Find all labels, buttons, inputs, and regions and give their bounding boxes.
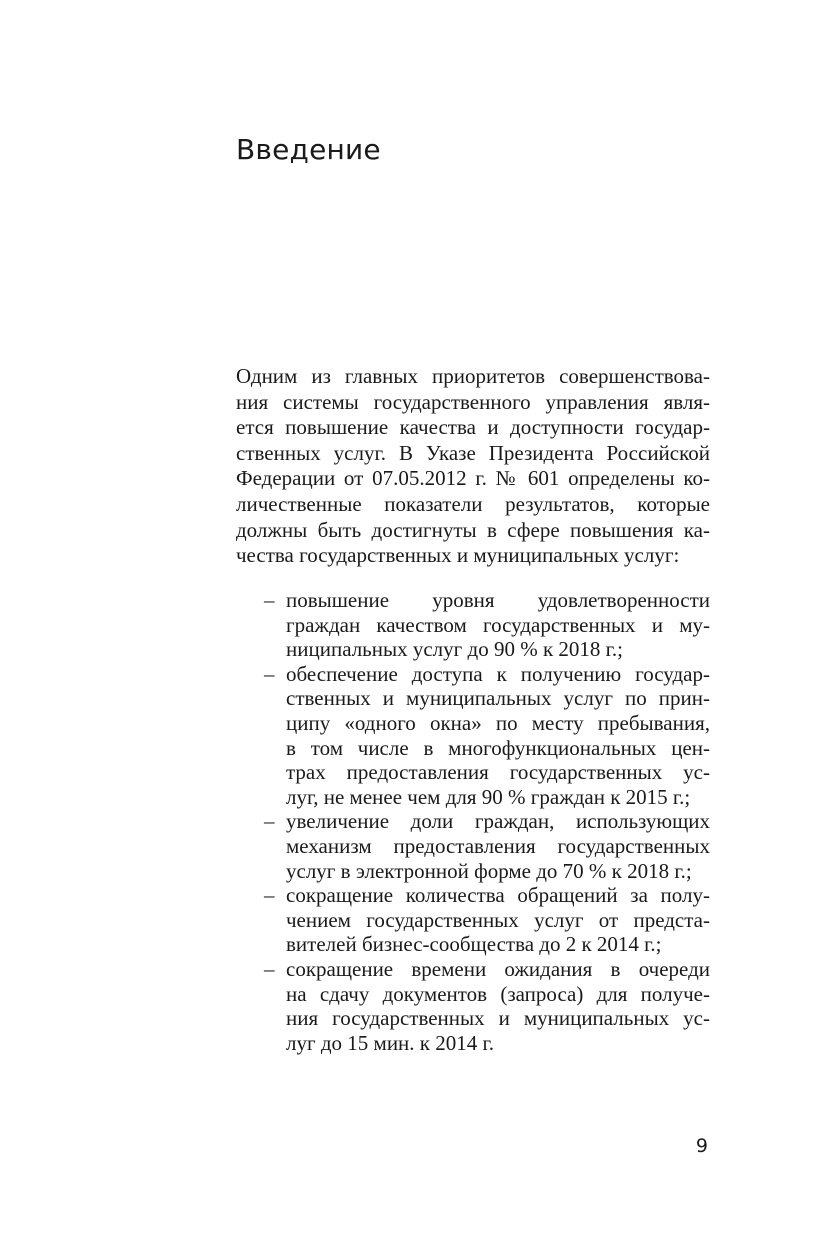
target-indicators-list <box>264 588 710 1055</box>
list-item-line: повышение уровня удовлетворенности <box>286 588 710 612</box>
list-item <box>264 662 710 810</box>
list-dash: – <box>264 883 275 908</box>
intro-line: Федерации от 07.05.2012 г. № 601 определены ко- <box>236 466 710 491</box>
list-dash: – <box>264 588 275 612</box>
list-item-line: в том числе в многофункциональных цен- <box>286 735 710 760</box>
list-item-line: ципу «одного окна» по месту пребывания, <box>286 710 710 735</box>
list-item-line: увеличение доли граждан, использующих <box>286 809 710 834</box>
list-item <box>264 588 710 662</box>
chapter-title: Введение <box>236 133 381 166</box>
list-item-line: трах предоставления государственных ус- <box>286 760 710 785</box>
list-item-line: механизм предоставления государственных <box>286 833 710 858</box>
intro-paragraph <box>236 364 710 569</box>
list-item <box>264 809 710 883</box>
list-item-line: сокращение времени ожидания в очереди <box>286 956 710 981</box>
list-item-line: ния государственных и муниципальных ус- <box>286 1006 710 1031</box>
list-item-line: луг, не менее чем для 90 % граждан к 2015 г.; <box>286 784 691 809</box>
intro-line: ния системы государственного управления явля- <box>236 389 710 414</box>
list-item-line: вителей бизнес-сообщества до 2 к 2014 г.; <box>286 932 662 957</box>
intro-line: должны быть достигнуты в сфере повышения ка- <box>236 517 710 542</box>
list-item-line: сокращение количества обращений за полу- <box>286 883 710 908</box>
intro-line: ственных услуг. В Указе Президента Российской <box>236 440 710 465</box>
list-item-line: ниципальных услуг до 90 % к 2018 г.; <box>286 637 623 662</box>
page-number: 9 <box>695 1135 708 1157</box>
intro-line: чества государственных и муниципальных услуг: <box>236 543 680 568</box>
intro-line: Одним из главных приоритетов совершенствова- <box>236 364 710 388</box>
list-item-line: граждан качеством государственных и му- <box>286 612 710 637</box>
list-item <box>264 957 710 1055</box>
intro-line: личественные показатели результатов, которые <box>236 491 710 516</box>
list-item-line: чением государственных услуг от предста- <box>286 907 710 932</box>
intro-line: ется повышение качества и доступности государ- <box>236 415 710 440</box>
list-item <box>264 883 710 957</box>
list-dash: – <box>264 956 275 981</box>
list-item-line: ственных и муниципальных услуг по прин- <box>286 686 710 711</box>
list-item-line: услуг в электронной форме до 70 % к 2018 г.; <box>286 858 692 883</box>
list-dash: – <box>264 809 275 834</box>
list-dash: – <box>264 661 275 686</box>
list-item-line: на сдачу документов (запроса) для получе- <box>286 981 710 1006</box>
list-item-line: луг до 15 мин. к 2014 г. <box>286 1030 494 1055</box>
list-item-line: обеспечение доступа к получению государ- <box>286 661 710 686</box>
